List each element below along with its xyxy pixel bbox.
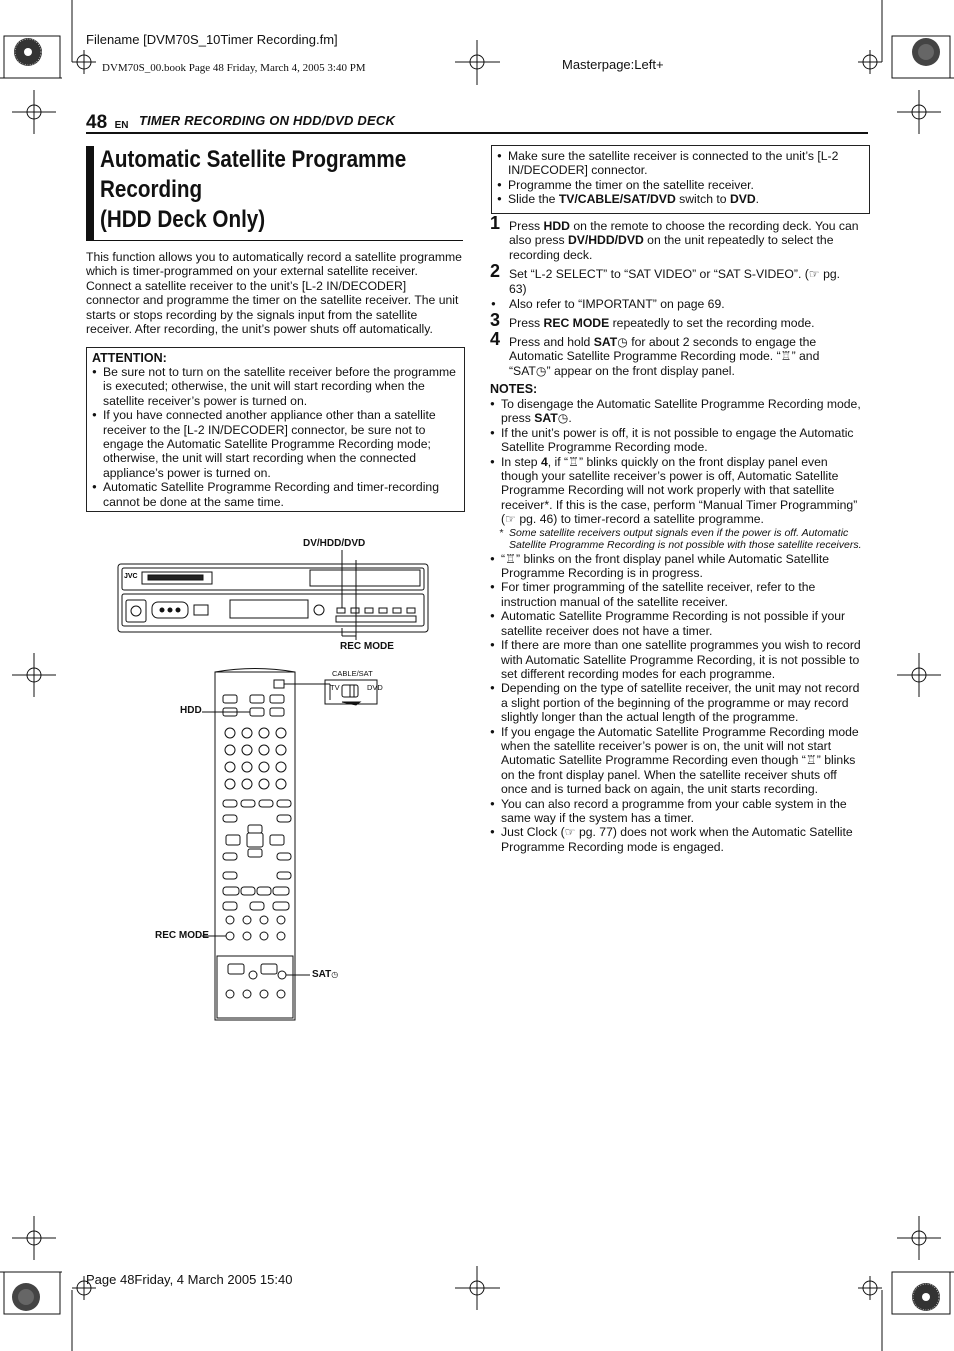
hdd-label: HDD xyxy=(180,705,202,716)
key-name: SAT xyxy=(534,411,558,426)
note-text: ” blinks on the front display panel while Automatic Satellite Programme Recording is in progress. xyxy=(501,551,829,581)
step-number: 4 xyxy=(490,328,501,349)
remote-control xyxy=(215,672,295,1020)
key-name: HDD xyxy=(543,219,570,233)
step-text: repeatedly to set the recording mode. xyxy=(609,316,815,331)
step-ref: 4 xyxy=(540,454,548,469)
intro-paragraph: This function allows you to automatically record a satellite programme which is timer-programmed on your external satellite receiver. Connect a satellite receiver to the unit’s [L-2 IN/DECODER] connector and programme the timer on the satellite receiver. The unit starts or stops recording by the signals input from the satellite receiver. After recording, the unit’s power shuts off automatically. xyxy=(86,250,462,337)
sat-label-text: SAT xyxy=(312,969,332,980)
notes-list-continued xyxy=(490,552,866,855)
note-text: “ xyxy=(501,551,506,566)
note-item: ● Automatic Satellite Programme Recording is not possible if your satellite receiver does not have a timer. xyxy=(490,609,866,638)
step-2-note xyxy=(491,297,860,311)
note-item xyxy=(490,397,866,426)
attention-box xyxy=(86,347,465,512)
key-name: REC MODE xyxy=(543,316,610,331)
step-1 xyxy=(490,213,860,262)
prereq-text: . xyxy=(755,192,760,207)
key-name: SAT xyxy=(593,334,618,349)
sat-button xyxy=(278,971,286,979)
prereq-item xyxy=(497,192,864,206)
note-item xyxy=(490,552,866,581)
step-3 xyxy=(490,310,860,331)
running-head xyxy=(86,112,868,134)
satellite-indicator-icon: ♖ xyxy=(805,753,817,768)
satellite-indicator-icon: ♖ xyxy=(780,349,792,364)
number-pad xyxy=(225,728,286,789)
notes-heading: NOTES: xyxy=(490,382,538,396)
steps xyxy=(490,213,860,378)
device-illustration xyxy=(110,550,440,1025)
note-item: ● Just Clock (☞ pg. 77) does not work when the Automatic Satellite Programme Recording mode is engaged. xyxy=(490,825,866,854)
book-info-label: DVM70S_00.book Page 48 Friday, March 4, 2005 3:40 PM xyxy=(102,62,366,74)
attention-heading: ATTENTION: xyxy=(92,351,167,365)
prereq-text: Slide the xyxy=(508,192,559,207)
step-text: Press and hold xyxy=(509,334,594,349)
switch-icon xyxy=(274,680,284,688)
note-item xyxy=(490,455,866,527)
dv-hdd-dvd-label: DV/HDD/DVD xyxy=(303,538,366,549)
timer-clock-icon: ◷ xyxy=(535,363,547,378)
note-item: ● If there are more than one satellite programmes you wish to record with Automatic Satellite Programme Recording, it is not possible to set different recording modes for each programme. xyxy=(490,638,866,681)
prereq-text: switch to xyxy=(675,192,730,207)
page-title xyxy=(100,145,406,235)
attention-item: ● If you have connected another appliance other than a satellite receiver to the [L-2 IN/DECODER] connector, be sure not to engage the Automatic Satellite Programme Recording mode; otherwise, the unit will start recording when the connected appliance’s power is turned on. xyxy=(92,408,460,480)
step-text: ” appear on the front display panel. xyxy=(546,363,735,378)
note-item: ● Depending on the type of satellite receiver, the unit may not record a slight portion of the beginning of the programme or may record slightly longer than the actual length of the programme. xyxy=(490,681,866,724)
title-line-1: Automatic Satellite Programme xyxy=(100,146,407,173)
step-2 xyxy=(490,261,860,296)
switch-right-label: DVD xyxy=(367,683,383,692)
rec-mode-remote-label: REC MODE xyxy=(155,930,209,941)
prereq-item: ● Programme the timer on the satellite receiver. xyxy=(497,178,864,192)
satellite-indicator-icon: ♖ xyxy=(568,454,580,469)
page-number: 48 xyxy=(86,112,108,133)
step-text: Press xyxy=(509,219,544,233)
rec-mode-button xyxy=(226,932,234,940)
prereq-item: ● Make sure the satellite receiver is connected to the unit’s [L-2 IN/DECODER] connector. xyxy=(497,149,864,178)
note-item xyxy=(490,725,866,797)
attention-item: ● Be sure not to turn on the satellite receiver before the programme is executed; otherwise, the unit will start recording when the satellite receiver’s power is turned on. xyxy=(92,365,460,408)
note-text: If you engage the Automatic Satellite Programme Recording mode when the satellite receiver’s power is on, the unit will not start Automatic Satellite Programme Recording even though “ xyxy=(501,724,859,768)
switch-left-label: TV xyxy=(330,683,340,692)
note-text: , if “ xyxy=(547,454,569,469)
title-underline xyxy=(86,240,463,241)
prerequisite-list xyxy=(497,149,864,207)
notes-list xyxy=(490,397,866,527)
rec-mode-unit-label: REC MODE xyxy=(340,641,394,652)
title-bar xyxy=(86,146,94,240)
note-text: ” blinks quickly on the front display panel even though your satellite receiver’s power is off, Automatic Satellite Programme Recording will not work properly with that satellite receiver*. If this is the case, perform “Manual Timer Programming” (☞ pg. 46) to timer-record a satellite programme. xyxy=(501,454,858,527)
attention-list xyxy=(92,365,460,509)
step-text: ” and “SAT xyxy=(509,349,820,378)
step-text: for about 2 seconds to engage the Automatic Satellite Programme Recording mode. “ xyxy=(509,334,817,364)
timer-clock-icon: ◷ xyxy=(331,970,339,979)
step-text: on the unit repeatedly to select the recording deck. xyxy=(509,233,834,262)
notes-section xyxy=(490,382,866,854)
switch-position: DVD xyxy=(729,192,756,207)
step-number: 3 xyxy=(490,310,501,331)
timer-clock-icon: ◷ xyxy=(557,411,569,426)
timer-clock-icon: ◷ xyxy=(617,334,628,349)
attention-item: ● Automatic Satellite Programme Recording and timer-recording cannot be done at the same time. xyxy=(92,480,460,509)
dpad xyxy=(226,825,284,857)
note-text: . xyxy=(568,411,572,426)
masterpage-label: Masterpage:Left+ xyxy=(562,57,664,72)
switch-top-label: CABLE/SAT xyxy=(332,669,373,678)
hdd-button xyxy=(250,708,264,716)
switch-name: TV/CABLE/SAT/DVD xyxy=(558,192,676,207)
note-text: ” blinks on the front display panel. When the satellite receiver shuts off once and is turned back on again, the unit starts recording. xyxy=(501,753,856,797)
registration-rosette-icon xyxy=(14,38,42,66)
key-name: DV/HDD/DVD xyxy=(567,233,644,248)
language-tag: EN xyxy=(114,120,129,131)
note-text: To disengage the Automatic Satellite Programme Recording mode, press xyxy=(501,397,861,426)
step-text: on the remote to choose the recording deck. You can also press xyxy=(509,219,859,248)
step-note: ● Also refer to “IMPORTANT” on page 69. xyxy=(491,297,860,311)
section-title: TIMER RECORDING ON HDD/DVD DECK xyxy=(138,113,396,128)
note-item: ● You can also record a programme from your cable system in the same way if the system has a timer. xyxy=(490,797,866,826)
footnote: * Some satellite receivers output signals even if the power is off. Automatic Satellite Programme Recording is not possible with those satellite receivers. xyxy=(490,527,866,552)
note-text: In step xyxy=(501,454,541,469)
step-text: Press xyxy=(509,316,544,331)
jvc-logo: JVC xyxy=(124,573,138,580)
print-footer: Page 48Friday, 4 March 2005 15:40 xyxy=(86,1272,293,1287)
filename-label: Filename [DVM70S_10Timer Recording.fm] xyxy=(86,32,338,47)
title-line-2: Recording xyxy=(100,176,203,203)
satellite-indicator-icon: ♖ xyxy=(505,551,516,566)
step-text: Set “L-2 SELECT” to “SAT VIDEO” or “SAT S-VIDEO”. (☞ pg. 63) xyxy=(509,267,841,296)
step-number: 1 xyxy=(490,213,501,233)
prerequisite-box xyxy=(491,145,870,214)
crosshair-icon xyxy=(72,50,96,74)
front-display-panel xyxy=(230,600,308,618)
title-line-3: (HDD Deck Only) xyxy=(100,206,266,233)
step-4 xyxy=(490,328,860,378)
step-number: 2 xyxy=(490,261,501,282)
note-item: ● For timer programming of the satellite receiver, refer to the instruction manual of the satellite receiver. xyxy=(490,580,866,609)
note-item: ● If the unit’s power is off, it is not possible to engage the Automatic Satellite Programme Recording mode. xyxy=(490,426,866,455)
